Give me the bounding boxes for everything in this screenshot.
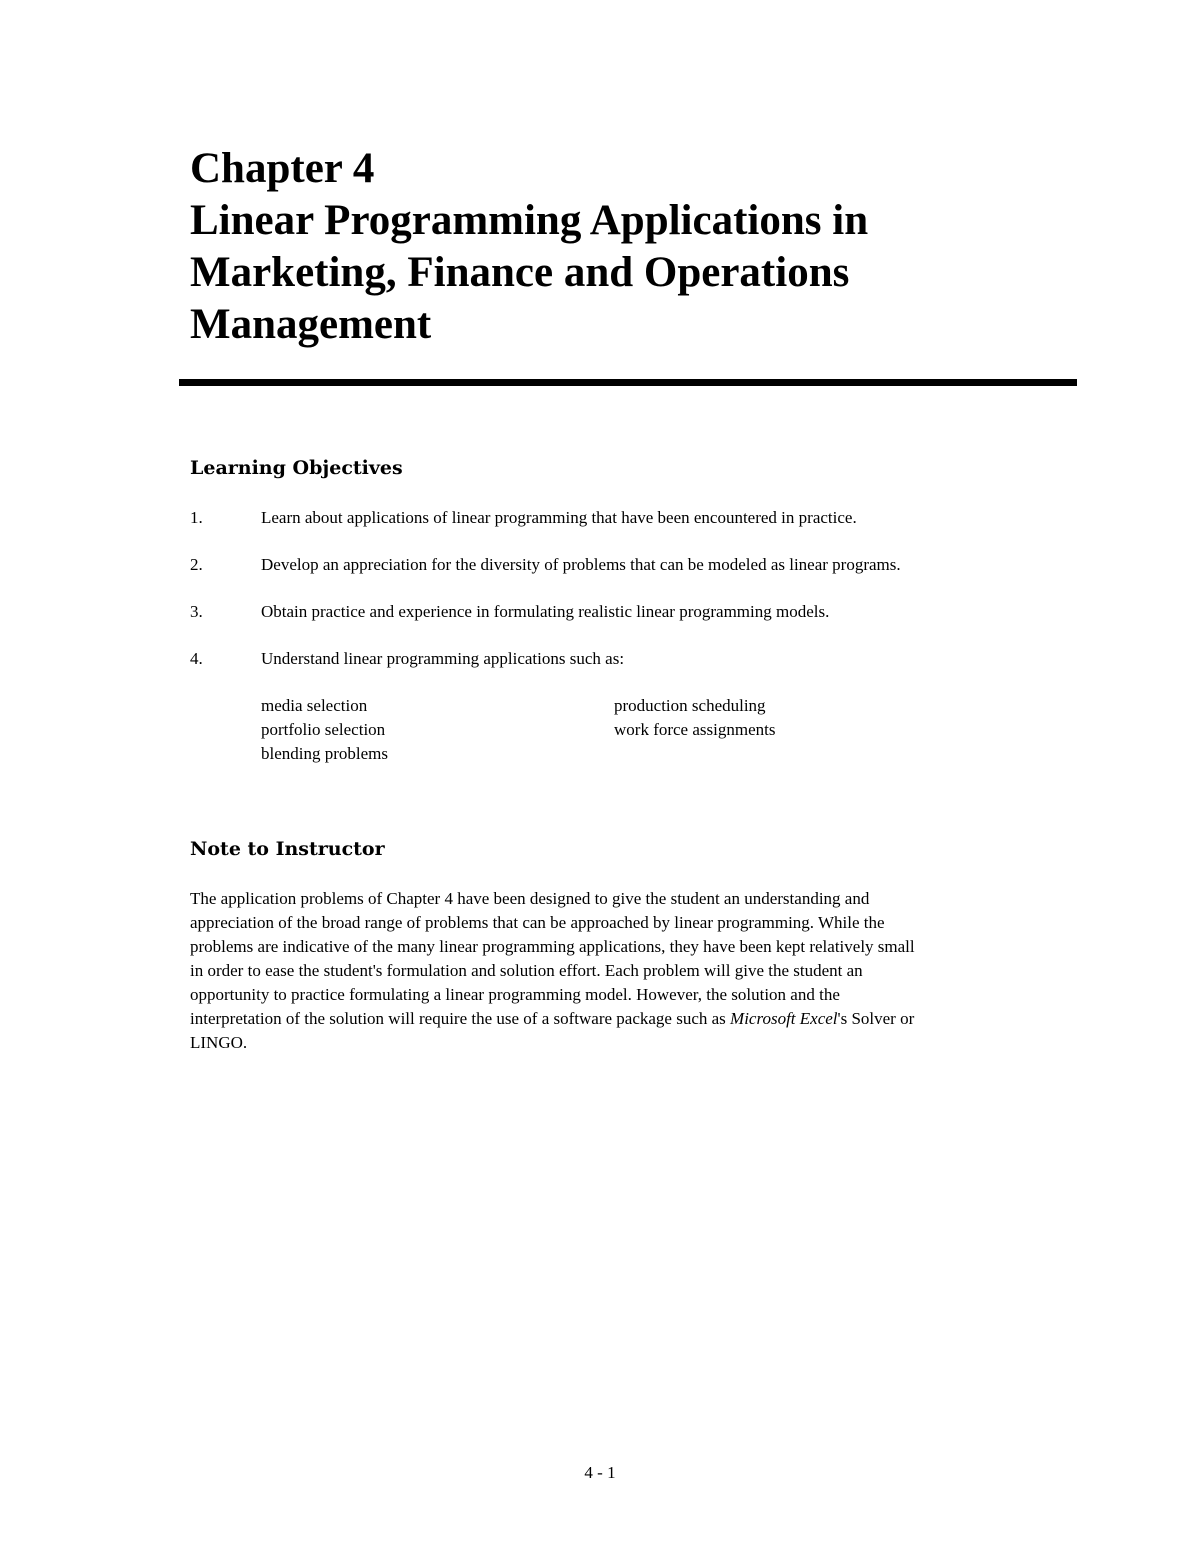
objective-text: Learn about applications of linear programming that have been encountered in practice. xyxy=(261,508,857,527)
note-line: opportunity to practice formulating a linear programming model. However, the solution and the xyxy=(190,985,840,1004)
objective-number: 2. xyxy=(190,555,203,574)
objective-number: 3. xyxy=(190,602,203,621)
note-to-instructor-heading: Note to Instructor xyxy=(190,838,385,860)
note-line-suffix: 's Solver or xyxy=(837,1009,915,1028)
chapter-title-line: Management xyxy=(190,301,432,348)
note-line: in order to ease the student's formulation and solution effort. Each problem will give the student an xyxy=(190,961,863,980)
application-item: media selection xyxy=(261,696,368,715)
objective-number: 4. xyxy=(190,649,203,668)
objective-text: Develop an appreciation for the diversity of problems that can be modeled as linear programs. xyxy=(261,555,901,574)
note-line: LINGO. xyxy=(190,1033,248,1052)
note-to-instructor-body xyxy=(190,887,1060,1055)
applications-list-right xyxy=(614,694,775,742)
learning-objectives-heading: Learning Objectives xyxy=(190,457,403,479)
objective-text: Understand linear programming applications such as: xyxy=(261,649,625,668)
chapter-title-line: Linear Programming Applications in xyxy=(190,197,869,244)
application-item: production scheduling xyxy=(614,696,766,715)
note-line xyxy=(190,1007,1060,1031)
chapter-title xyxy=(190,143,1070,351)
application-item: blending problems xyxy=(261,744,389,763)
chapter-title-line: Chapter 4 xyxy=(190,145,375,192)
software-name: Microsoft Excel xyxy=(730,1009,838,1028)
applications-list-left xyxy=(261,694,388,766)
note-line: appreciation of the broad range of problems that can be approached by linear programming. While the xyxy=(190,913,885,932)
objective-number: 1. xyxy=(190,508,203,527)
note-line-prefix: interpretation of the solution will require the use of a software package such as xyxy=(190,1009,731,1028)
objective-text: Obtain practice and experience in formulating realistic linear programming models. xyxy=(261,602,830,621)
chapter-title-line: Marketing, Finance and Operations xyxy=(190,249,850,296)
note-line: The application problems of Chapter 4 have been designed to give the student an understanding and xyxy=(190,889,870,908)
page-number: 4 - 1 xyxy=(584,1463,616,1482)
note-line: problems are indicative of the many linear programming applications, they have been kept relatively small xyxy=(190,937,915,956)
title-divider xyxy=(179,379,1077,386)
application-item: portfolio selection xyxy=(261,720,386,739)
application-item: work force assignments xyxy=(614,720,776,739)
